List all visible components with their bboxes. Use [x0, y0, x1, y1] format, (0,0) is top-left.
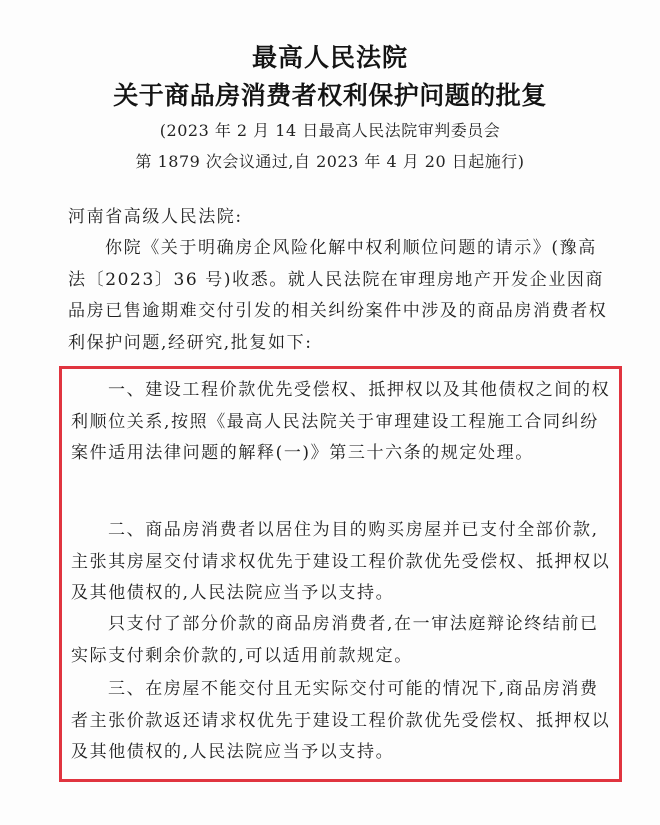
document-title-issuer: 最高人民法院: [251, 43, 408, 72]
highlight-box: [59, 366, 622, 782]
document-subtitle-line1: (2023 年 2 月 14 日最高人民法院审判委员会: [159, 121, 501, 140]
reply-item-3: 三、在房屋不能交付且无实际交付可能的情况下,商品房消费者主张价款返还请求权优先于建设工程价款优先受偿权、抵押权以及其他债权的,人民法院应当予以支持。: [71, 679, 611, 762]
reply-item-1: 一、建设工程价款优先受偿权、抵押权以及其他债权之间的权利顺位关系,按照《最高人民法院关于审理建设工程施工合同纠纷案件适用法律问题的解释(一)》第三十六条的规定处理。: [71, 380, 611, 463]
intro-paragraph: 你院《关于明确房企风险化解中权利顺位问题的请示》(豫高法〔2023〕36 号)收悉。就人民法院在审理房地产开发企业因商品房已售逾期难交付引发的相关纠纷案件中涉及的商品房消费者权利保护问题,经研究,批复如下:: [68, 238, 608, 353]
document-subtitle-line2: 第 1879 次会议通过,自 2023 年 4 月 20 日起施行): [135, 152, 525, 171]
reply-item-2: 二、商品房消费者以居住为目的购买房屋并已支付全部价款,主张其房屋交付请求权优先于建设工程价款优先受偿权、抵押权以及其他债权的,人民法院应当予以支持。: [71, 520, 611, 603]
document-title: 关于商品房消费者权利保护问题的批复: [113, 81, 547, 110]
addressee: 河南省高级人民法院:: [68, 207, 243, 227]
reply-item-2-supplement: 只支付了部分价款的商品房消费者,在一审法庭辩论终结前已实际支付剩余价款的,可以适用前款规定。: [71, 614, 599, 666]
